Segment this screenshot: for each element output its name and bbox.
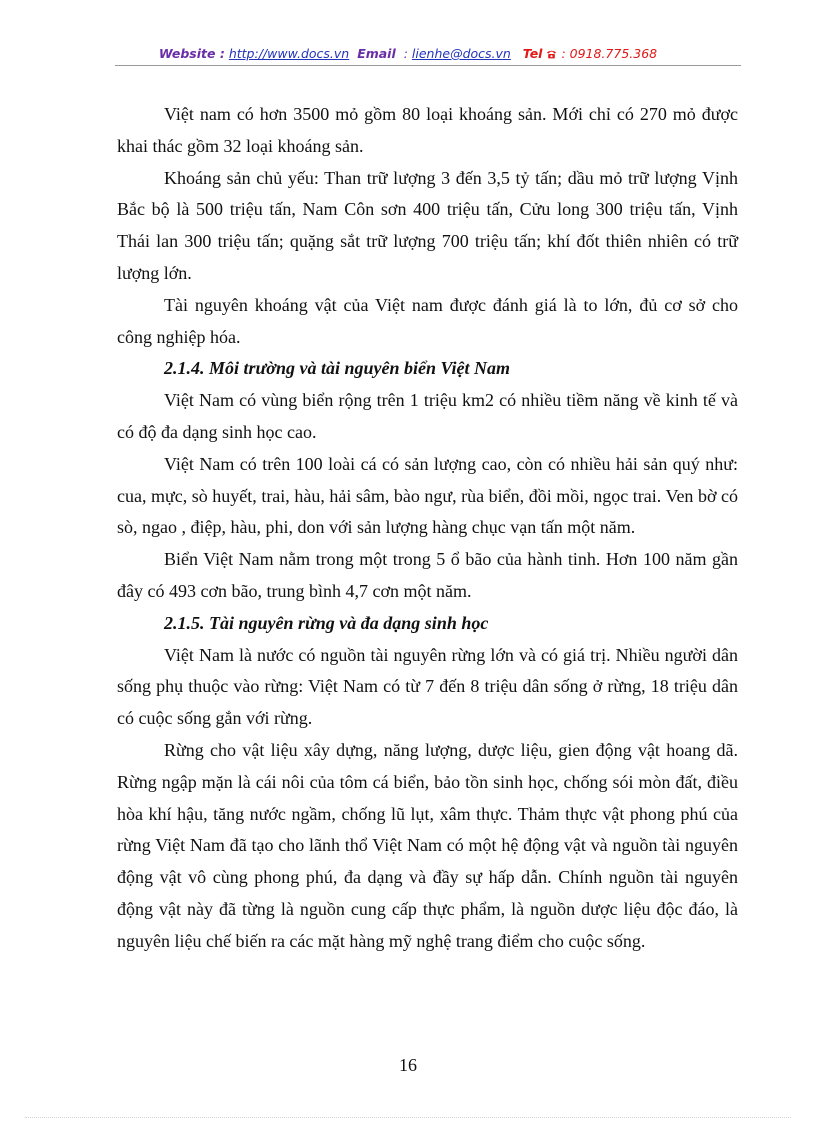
email-label: Email: [357, 46, 396, 61]
page-number: 16: [399, 1055, 417, 1075]
paragraph-storms: Biển Việt Nam nằm trong một trong 5 ổ bão của hành tinh. Hơn 100 năm gần đây có 493 cơn bão, trung bình 4,7 cơn một năm.: [117, 549, 738, 601]
paragraph-forest-resources: Việt Nam là nước có nguồn tài nguyên rừng lớn và có giá trị. Nhiều người dân sống phụ thuộc vào rừng: Việt Nam có từ 7 đến 8 triệu dân sống ở rừng, 18 triệu dân có cuộc sống gắn với rừng.: [117, 644, 738, 729]
email-separator: :: [403, 46, 408, 61]
section-heading-forest: 2.1.5. Tài nguyên rừng và đa dạng sinh học: [164, 612, 489, 633]
section-heading-marine: 2.1.4. Môi trường và tài nguyên biển Việt Nam: [164, 358, 510, 379]
footer-divider: [25, 1117, 791, 1118]
paragraph-mineral-count: Việt nam có hơn 3500 mỏ gồm 80 loại khoáng sản. Mới chỉ có 270 mỏ được khai thác gồm 32 loại khoáng sản.: [117, 104, 738, 156]
document-body: [117, 99, 738, 958]
email-link[interactable]: lienhe@docs.vn: [411, 46, 511, 61]
paragraph-sea-area: Việt Nam có vùng biển rộng trên 1 triệu km2 có nhiều tiềm năng về kinh tế và có độ đa dạng sinh học cao.: [117, 390, 738, 442]
tel-label: Tel: [522, 46, 543, 61]
telephone-icon: [546, 45, 557, 55]
paragraph-mineral-assessment: Tài nguyên khoáng vật của Việt nam được đánh giá là to lớn, đủ cơ sở cho công nghiệp hóa.: [117, 294, 738, 347]
header-divider: [115, 65, 741, 66]
paragraph-seafood: Việt Nam có trên 100 loài cá có sản lượng cao, còn có nhiều hải sản quý như: cua, mực, sò huyết, trai, hàu, hải sâm, bào ngư, rùa biển, đồi mồi, ngọc trai. Ven bờ có sò, ngao , điệp, hàu, phi, don với sản lượng hàng chục vạn tấn một năm.: [117, 453, 738, 538]
page-header: [0, 44, 816, 64]
paragraph-main-minerals: Khoáng sản chủ yếu: Than trữ lượng 3 đến 3,5 tỷ tấn; dầu mỏ trữ lượng Vịnh Bắc bộ là 500 triệu tấn, Nam Côn sơn 400 triệu tấn, Cửu long 300 triệu tấn, Vịnh Thái lan 300 triệu tấn; quặng sắt trữ lượng 700 triệu tấn; khí đốt thiên nhiên có trữ lượng lớn.: [117, 167, 738, 283]
tel-number: : 0918.775.368: [561, 46, 658, 61]
paragraph-forest-benefits: Rừng cho vật liệu xây dựng, năng lượng, dược liệu, gien động vật hoang dã. Rừng ngập mặn là cái nôi của tôm cá biển, bảo tồn sinh học, chống sói mòn đất, điều hòa khí hậu, tăng nước ngầm, chống lũ lụt, xâm thực. Thảm thực vật phong phú của rừng Việt Nam đã tạo cho lãnh thổ Việt Nam có một hệ động vật và nguồn tài nguyên động vật vô cùng phong phú, đa dạng và đầy sự hấp dẫn. Chính nguồn tài nguyên động vật này đã từng là nguồn cung cấp thực phẩm, là nguồn dược liệu độc đáo, là nguyên liệu chế biến ra các mặt hàng mỹ nghệ trang điểm cho cuộc sống.: [117, 739, 738, 951]
website-link[interactable]: http://www.docs.vn: [228, 46, 350, 61]
website-label: Website :: [158, 46, 225, 61]
